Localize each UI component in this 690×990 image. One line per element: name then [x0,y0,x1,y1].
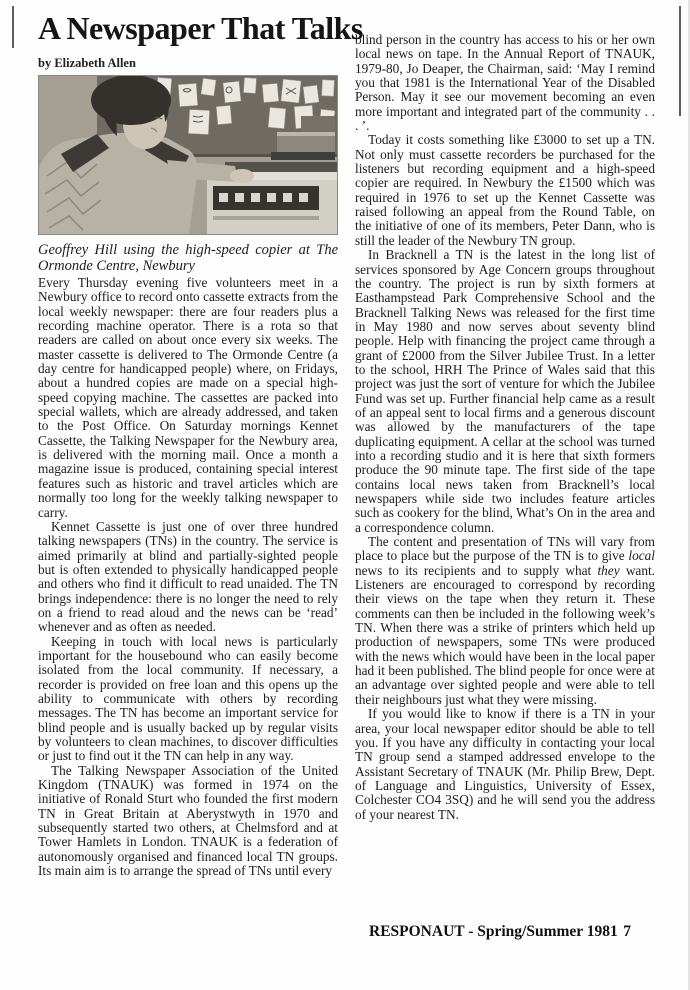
paragraph: Every Thursday evening five volunteers meet in a Newbury office to record onto cassette extracts from the local weekly newspaper: there are four readers plus a recording machine operator. There is a rota so that readers are called on about once every six weeks. The master cassette is delivered to The Ormonde Centre (a day centre for handicapped people) where, on Fridays, about a hundred copies are made on a special high-speed copying machine. The cassettes are packed into special wallets, which are already addressed, and taken to the Post Office. On Saturday mornings Kennet Cassette, the Talking Newspaper for the Newbury area, is delivered with the morning mail. Once a month a magazine issue is produced, containing special interest features such as historic and travel articles which are normally too long for the weekly talking newspaper to carry. [38,275,338,520]
article-byline: by Elizabeth Allen [38,56,136,70]
photo-caption: Geoffrey Hill using the high-speed copier at The Ormonde Centre, Newbury [38,242,338,274]
page-footer [355,923,655,941]
article-photo [38,75,338,275]
page-number: 7 [623,923,631,940]
paragraph: The content and presentation of TNs will vary from place to place but the purpose of the TN is to give local news to its recipients and to supply what they want. Listeners are encouraged to correspond by recording their views on the tape when they return it. These comments can then be included in the following week’s TN. When there was a strike of printers which held up production of newspapers, some TNs were produced with the news which would have been in the local paper had it been published. The blind people for once were at an advantage over sighted people and were able to tell their neighbours just what they were missing. [355,534,655,707]
paragraph: Today it costs something like £3000 to set up a TN. Not only must cassette recorders be purchased for the listeners but recording equipment and a high-speed copier are required. In Newbury the £1500 which was required in 1976 to set up the Kennet Cassette was raised following an appeal from the Round Table, on the initiative of one of its members, Peter Dann, who is still the leader of the Newbury TN group. [355,132,655,248]
paragraph: If you would like to know if there is a TN in your area, your local newspaper editor should be able to tell you. If you have any difficulty in contacting your local TN group send a stamped addressed envelope to the Assistant Secretary of TNAUK (Mr. Philip Brew, Dept. of Language and Linguistics, University of Essex, Colchester CO4 3SQ) and he will send you the address of your nearest TN. [355,706,655,822]
left-column-text [38,276,338,878]
article-title: A Newspaper That Talks [38,10,363,46]
page-edge-mark-left [12,6,14,48]
paragraph: Keeping in touch with local news is particularly important for the housebound who can easily become isolated from the local community. If necessary, a recorder is provided on free loan and this opens up the ability to communicate with others by recording messages. The TN has become an important service for blind people and is usually backed up by regular visits by volunteers to clean machines, to discover difficulties or just to find out it the TN can help in any way. [38,633,338,764]
paragraph: In Bracknell a TN is the latest in the long list of services sponsored by Age Concern groups throughout the country. The project is run by sixth formers at Easthampstead Park Comprehensive School and the Bracknell Talking News was released for the first time in May 1980 and now serves about seventy blind people. Help with financing the project came through a grant of £2000 from the Silver Jubilee Trust. In a letter to the school, HRH The Prince of Wales said that this project was just the sort of venture for which the Jubilee Fund was set up. Further financial help came as a result of an appeal sent to local firms and a generous discount was allowed by the manufacturers of the tape duplicating equipment. A cellar at the school was turned into a recording studio and it is here that sixth formers produce the 90 minute tape. The first side of the tape contains local news taken from Bracknell’s local newspapers while side two includes feature articles such as cookery for the blind, What’s On in the area and a correspondence column. [355,247,655,535]
page-edge-mark-right [679,6,681,116]
photo-illustration [38,75,338,235]
journal-title: RESPONAUT - Spring/Summer 1981 [369,923,618,940]
right-column-text [355,33,655,822]
paragraph: Kennet Cassette is just one of over three hundred talking newspapers (TNs) in the country. The service is aimed primarily at blind and partially-sighted people but is often extended to physically handicapped people and others who find it difficult to read unaided. The TN brings independence: there is no longer the need to rely on a friend to read aloud and the news can be ‘read’ whenever and as often as needed. [38,518,338,635]
paragraph: The Talking Newspaper Association of the United Kingdom (TNAUK) was formed in 1974 on the initiative of Ronald Sturt who founded the first modern TN in Great Britain at Aberystwyth in 1970 and subsequently started two others, at Chelmsford and at Tower Hamlets in London. TNAUK is a federation of autonomously organised and financed local TN groups. Its main aim is to arrange the spread of TNs until every [38,762,338,879]
paragraph: blind person in the country has access to his or her own local news on tape. In the Annual Report of TNAUK, 1979-80, Jo Deaper, the Chairman, said: ‘May I remind you that 1981 is the International Year of the Disabled Person. May it see our movement becoming an even more important and integrated part of the community . . . ’. [355,32,655,134]
